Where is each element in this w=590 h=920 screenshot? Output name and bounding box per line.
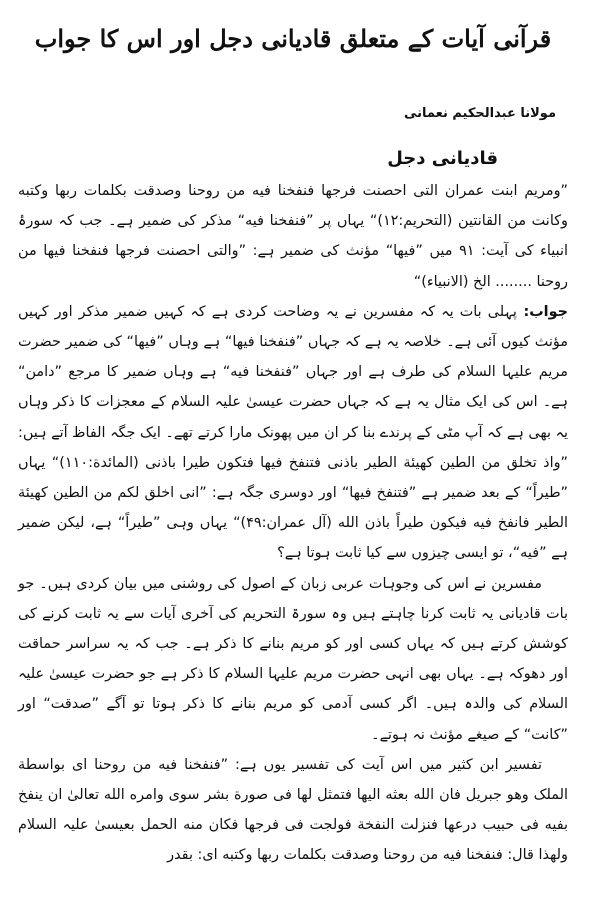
article-title: قرآنی آیات کے متعلق قادیانی دجل اور اس کا جواب [34,24,552,53]
paragraph-text: پہلی بات یہ کہ مفسرین نے یہ وضاحت کردی ہے کہ کہیں ضمیر مذکر اور کہیں مؤنث کیوں آئی ہے۔ خلاصہ یہ ہے کہ جہاں ”فنفخنا فیها“ ہے وہاں ”فیها“ کی ضمیر حضرت مریم علیہا السلام کی طرف ہے اور جہاں ”فنفخنا فیه“ ہے وہاں ضمیر کا مرجع ”دامن“ ہے۔ اس کی ایک مثال یہ ہے کہ جہاں حضرت عیسیٰ علیہ السلام کے معجزات کا ذکر وہاں یہ بھی ہے کہ آپ مٹی کے پرندے بنا کر ان میں پھونک مارا کرتے تھے۔ ایک جگہ الفاظ آتے ہیں: ”واذ تخلق من الطین کهیئة الطیر باذنی فتنفخ فیها فتکون طیرا باذنی (المائدة:۱۱۰)“ یہاں ”طیراً“ کے بعد ضمیر ہے ”فتنفخ فیها“ اور دوسری جگہ ہے: ”انی اخلق لکم من الطین کهیئة الطیر فانفخ فیه فیکون طیراً باذن الله (آل عمران:۴۹)“ یہاں وہی ”طیراً“ ہے، لیکن ضمیر ہے ”فیه“، تو ایسی چیزوں سے کیا ثابت ہوتا ہے؟ [18,303,568,562]
answer-label: جواب: [516,303,568,320]
author-name: مولانا عبدالحکیم نعمانی [403,106,556,121]
paragraph-text: مفسرین نے اس کی وجوہات عربی زبان کے اصول کی روشنی میں بیان کردی ہیں۔ جو بات قادیانی یہ ثابت کرنا چاہتے ہیں وہ سورۃ التحریم کی آخری آیات سے یہ ثابت کرنے کی کوشش کرتے ہیں کہ یہاں کسی اور کو مریم بنانے کا ذکر ہے۔ جب کہ یہ سراسر حماقت اور دھوکہ ہے۔ یہاں بھی انہی حضرت مریم علیہا السلام کا ذکر ہے جو حضرت عیسیٰ علیہ السلام کی والدہ ہیں۔ اگر کسی آدمی کو مریم بنانے کا ذکر ہوتا تو آگے ”صدقت“ اور ”کانت“ کے صیغے مؤنث نہ ہوتے۔ [18,575,568,743]
paragraph-answer [18,297,568,569]
paragraph-claim [18,176,568,297]
paragraph-text: تفسیر ابن کثیر میں اس آیت کی تفسیر یوں ہے: ”فنفخنا فیه من روحنا ای بواسطة الملک وهو جبریل فان الله بعثه الیها فتمثل لها فی صورة بشر سوی وامره الله تعالیٰ ان ینفخ بفیه فی حبیب درعها فنزلت النفخة فولجت فی فرجها فکان منه الحمل بعیسیٰ علیہ السلام ولهذا قال: فنفخنا فیه من روحنا وصدقت بکلمات ربها وکتبه ای: بقدر [18,756,568,864]
paragraph-text: ”ومریم ابنت عمران التی احصنت فرجها فنفخنا فیه من روحنا وصدقت بکلمات ربها وکتبه وکانت من القانتین (التحریم:۱۲)“ یہاں پر ”فنفخنا فیه“ مذکر کی ضمیر ہے۔ جب کہ سورۂ انبیاء کی آیت: ۹۱ میں ”فیها“ مؤنث کی ضمیر ہے: ”والتی احصنت فرجها فنفخنا فیها من روحنا ........ الخ (الانبیاء)“ [18,183,568,290]
paragraph-commentators [18,569,568,750]
section-heading: قادیانی دجل [387,148,498,169]
article-body [18,176,568,871]
paragraph-ibn-kathir [18,750,568,871]
